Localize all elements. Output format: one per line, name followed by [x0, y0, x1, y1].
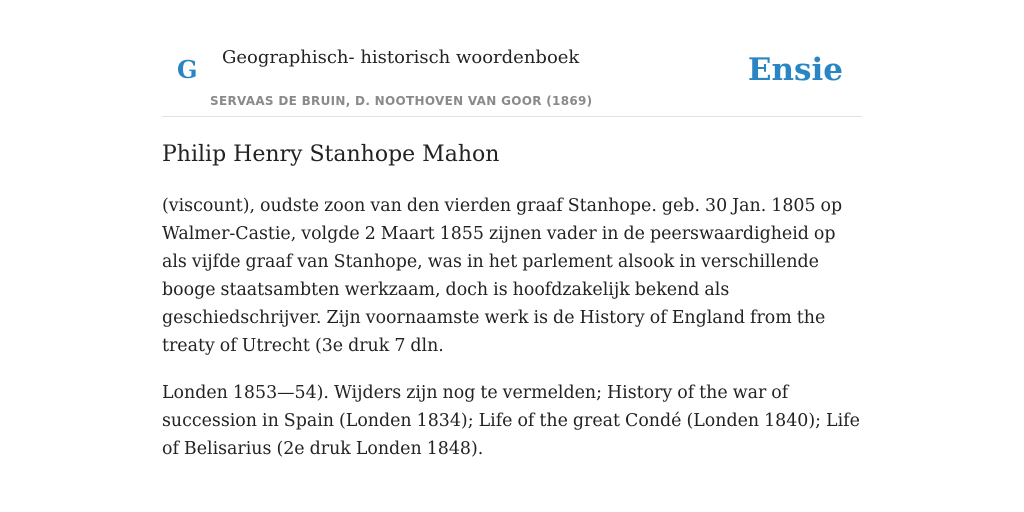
entry-paragraph: Londen 1853—54). Wijders zijn nog te vermelden; History of the war of succession in Spain (Londen 1834); Life of the great Condé (Londen 1840); Life of Belisarius (2e druk Londen 1848).	[162, 383, 860, 459]
book-title[interactable]: Geographisch- historisch woordenboek	[222, 47, 580, 68]
book-authors: SERVAAS DE BRUIN, D. NOOTHOVEN VAN GOOR (1869)	[210, 94, 593, 108]
book-header	[162, 0, 862, 117]
ensie-logo[interactable]: Ensie	[747, 52, 843, 88]
book-letter-icon[interactable]: G	[177, 55, 198, 84]
entry-paragraph: (viscount), oudste zoon van den vierden graaf Stanhope. geb. 30 Jan. 1805 op Walmer-Castie, volgde 2 Maart 1855 zijnen vader in de peerswaardigheid op als vijfde graaf van Stanhope, was in het parlement alsook in verschillende booge staatsambten werkzaam, doch is hoofdzakelijk bekend als geschiedschrijver. Zijn voornaamste werk is de History of England from the treaty of Utrecht (3e druk 7 dln.	[162, 196, 843, 356]
entry-body	[162, 192, 862, 482]
entry-title: Philip Henry Stanhope Mahon	[162, 142, 500, 167]
entry-card	[162, 0, 862, 512]
